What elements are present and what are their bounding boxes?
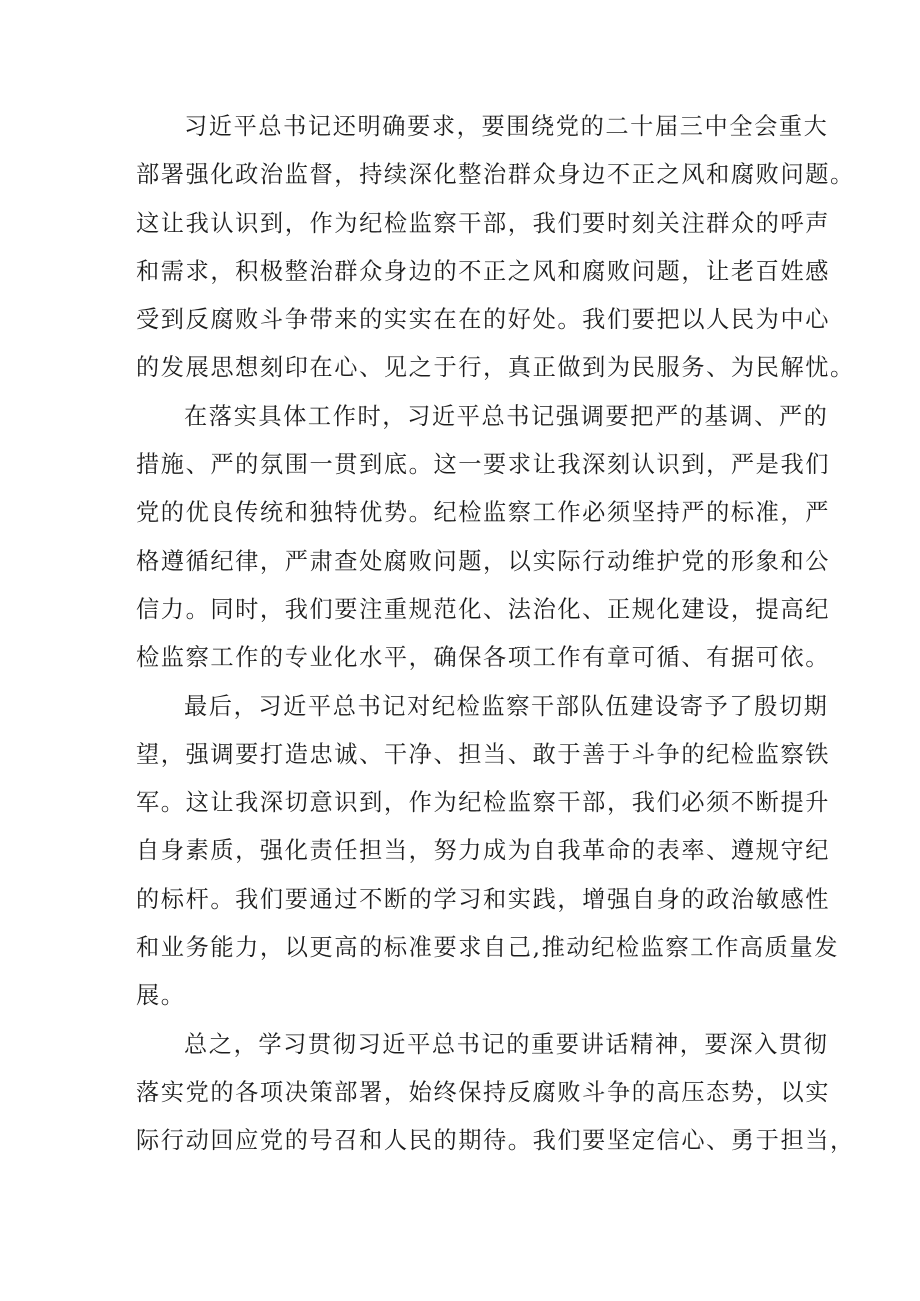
text-line: 习近平总书记还明确要求，要围绕党的二十届三中全会重大 <box>184 113 829 140</box>
text-line: 的标杆。我们要通过不断的学习和实践，增强自身的政治敏感性 <box>136 885 831 913</box>
text-line: 最后，习近平总书记对纪检监察干部队伍建设寄予了殷切期 <box>184 692 829 720</box>
text-line: 在落实具体工作时，习近平总书记强调要把严的基调、严的 <box>184 402 829 430</box>
text-line: 的发展思想刻印在心、见之于行，真正做到为民服务、为民解忧。 <box>136 354 855 382</box>
paragraph-3 <box>136 683 840 1021</box>
text-line: 这让我认识到，作为纪检监察干部，我们要时刻关注群众的呼声 <box>136 209 831 237</box>
paragraph-4 <box>136 1021 855 1166</box>
text-line: 和业务能力，以更高的标准要求自己,推动纪检监察工作高质量发 <box>136 934 840 962</box>
text-line: 自身素质，强化责任担当，努力成为自我革命的表率、遵规守纪 <box>136 837 831 865</box>
text-line: 总之，学习贯彻习近平总书记的重要讲话精神，要深入贯彻 <box>184 1030 829 1058</box>
text-line: 际行动回应党的号召和人民的期待。我们要坚定信心、勇于担当， <box>136 1127 855 1155</box>
text-line: 检监察工作的专业化水平，确保各项工作有章可循、有据可依。 <box>136 644 831 672</box>
text-line: 望，强调要打造忠诚、干净、担当、敢于善于斗争的纪检监察铁 <box>136 740 831 768</box>
text-line: 落实党的各项决策部署，始终保持反腐败斗争的高压态势，以实 <box>136 1078 831 1106</box>
text-line: 军。这让我深切意识到，作为纪检监察干部，我们必须不断提升 <box>136 789 831 817</box>
text-line: 党的优良传统和独特优势。纪检监察工作必须坚持严的标准，严 <box>136 499 831 527</box>
text-line: 信力。同时，我们要注重规范化、法治化、正规化建设，提高纪 <box>136 595 831 623</box>
text-line: 措施、严的氛围一贯到底。这一要求让我深刻认识到，严是我们 <box>136 451 831 479</box>
text-line: 格遵循纪律，严肃查处腐败问题，以实际行动维护党的形象和公 <box>136 547 831 575</box>
text-line: 受到反腐败斗争带来的实实在在的好处。我们要把以人民为中心 <box>136 306 831 334</box>
text-line: 展。 <box>136 982 186 1010</box>
text-line: 部署强化政治监督，持续深化整治群众身边不正之风和腐败问题。 <box>136 161 855 189</box>
paragraph-1 <box>136 103 855 393</box>
document-body <box>136 103 855 1166</box>
text-line: 和需求，积极整治群众身边的不正之风和腐败问题，让老百姓感 <box>136 257 831 285</box>
paragraph-2 <box>136 393 831 683</box>
